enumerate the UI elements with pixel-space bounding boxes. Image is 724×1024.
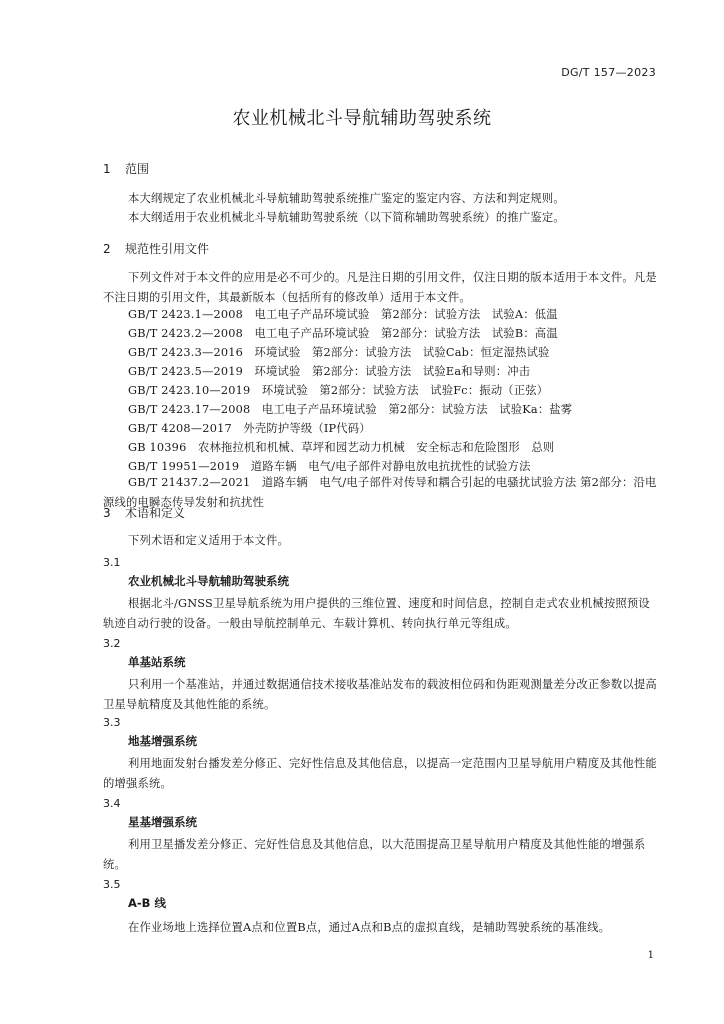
reference-item: GB/T 2423.5—2019 环境试验 第2部分：试验方法 试验Ea和导则：冲击	[128, 365, 531, 378]
term-definition: 在作业场地上选择位置A点和位置B点，通过A点和B点的虚拟直线，是辅助驾驶系统的基准线。	[128, 921, 611, 934]
term-definition: 利用卫星播发差分修正、完好性信息及其他信息，以大范围提高卫星导航用户精度及其他性能的增强系统。	[103, 838, 646, 871]
term-name: 农业机械北斗导航辅助驾驶系统	[128, 574, 289, 588]
term-number: 3.2	[103, 637, 121, 650]
reference-item: GB/T 2423.3—2016 环境试验 第2部分：试验方法 试验Cab：恒定湿热试验	[128, 346, 550, 359]
section-number: 3	[103, 506, 111, 520]
page-number: 1	[647, 950, 654, 961]
term-name: A-B 线	[128, 896, 166, 910]
term-definition: 根据北斗/GNSS卫星导航系统为用户提供的三维位置、速度和时间信息，控制自走式农业机械按照预设轨迹自动行驶的设备。一般由导航控制单元、车载计算机、转向执行单元等组成。	[103, 597, 650, 630]
reference-item: GB/T 2423.2—2008 电工电子产品环境试验 第2部分：试验方法 试验B：高温	[128, 327, 558, 340]
section-2-heading	[103, 240, 209, 257]
term-name: 单基站系统	[128, 655, 186, 669]
term-definition: 只利用一个基准站，并通过数据通信技术接收基准站发布的载波相位码和伪距观测量差分改正参数以提高卫星导航精度及其他性能的系统。	[103, 678, 657, 711]
reference-item: GB/T 2423.10—2019 环境试验 第2部分：试验方法 试验Fc：振动（正弦）	[128, 384, 549, 397]
term-name: 地基增强系统	[128, 734, 197, 748]
term-definition: 利用地面发射台播发差分修正、完好性信息及其他信息，以提高一定范围内卫星导航用户精度及其他性能的增强系统。	[103, 757, 657, 790]
reference-item: GB 10396 农林拖拉机和机械、草坪和园艺动力机械 安全标志和危险图形 总则	[128, 441, 555, 454]
section-title: 规范性引用文件	[125, 242, 210, 256]
section-number: 2	[103, 242, 111, 256]
section-1-heading	[103, 160, 149, 177]
term-number: 3.1	[103, 556, 121, 569]
paragraph: 下列文件对于本文件的应用是必不可少的。凡是注日期的引用文件，仅注日期的版本适用于本文件。凡是不注日期的引用文件，其最新版本（包括所有的修改单）适用于本文件。	[103, 271, 657, 304]
section-title: 术语和定义	[125, 506, 186, 520]
term-number: 3.3	[103, 716, 121, 729]
reference-item: GB/T 4208—2017 外壳防护等级（IP代码）	[128, 422, 371, 435]
term-number: 3.5	[103, 878, 121, 891]
section-3-heading	[103, 504, 185, 521]
reference-item: GB/T 2423.1—2008 电工电子产品环境试验 第2部分：试验方法 试验A：低温	[128, 308, 558, 321]
reference-item: GB/T 21437.2—2021 道路车辆 电气/电子部件对传导和耦合引起的电骚扰试验方法 第2部分：沿电源线的电瞬态传导发射和抗扰性	[103, 476, 657, 509]
reference-item: GB/T 19951—2019 道路车辆 电气/电子部件对静电放电抗扰性的试验方法	[128, 460, 531, 473]
term-number: 3.4	[103, 797, 121, 810]
paragraph: 下列术语和定义适用于本文件。	[128, 534, 289, 547]
section-title: 范围	[125, 162, 150, 176]
term-name: 星基增强系统	[128, 815, 197, 829]
document-code: DG/T 157—2023	[561, 66, 656, 79]
paragraph: 本大纲规定了农业机械北斗导航辅助驾驶系统推广鉴定的鉴定内容、方法和判定规则。	[128, 192, 565, 205]
section-number: 1	[103, 162, 111, 176]
page-title: 农业机械北斗导航辅助驾驶系统	[232, 108, 492, 129]
paragraph: 本大纲适用于农业机械北斗导航辅助驾驶系统（以下简称辅助驾驶系统）的推广鉴定。	[128, 211, 565, 224]
reference-item: GB/T 2423.17—2008 电工电子产品环境试验 第2部分：试验方法 试验Ka：盐雾	[128, 403, 573, 416]
